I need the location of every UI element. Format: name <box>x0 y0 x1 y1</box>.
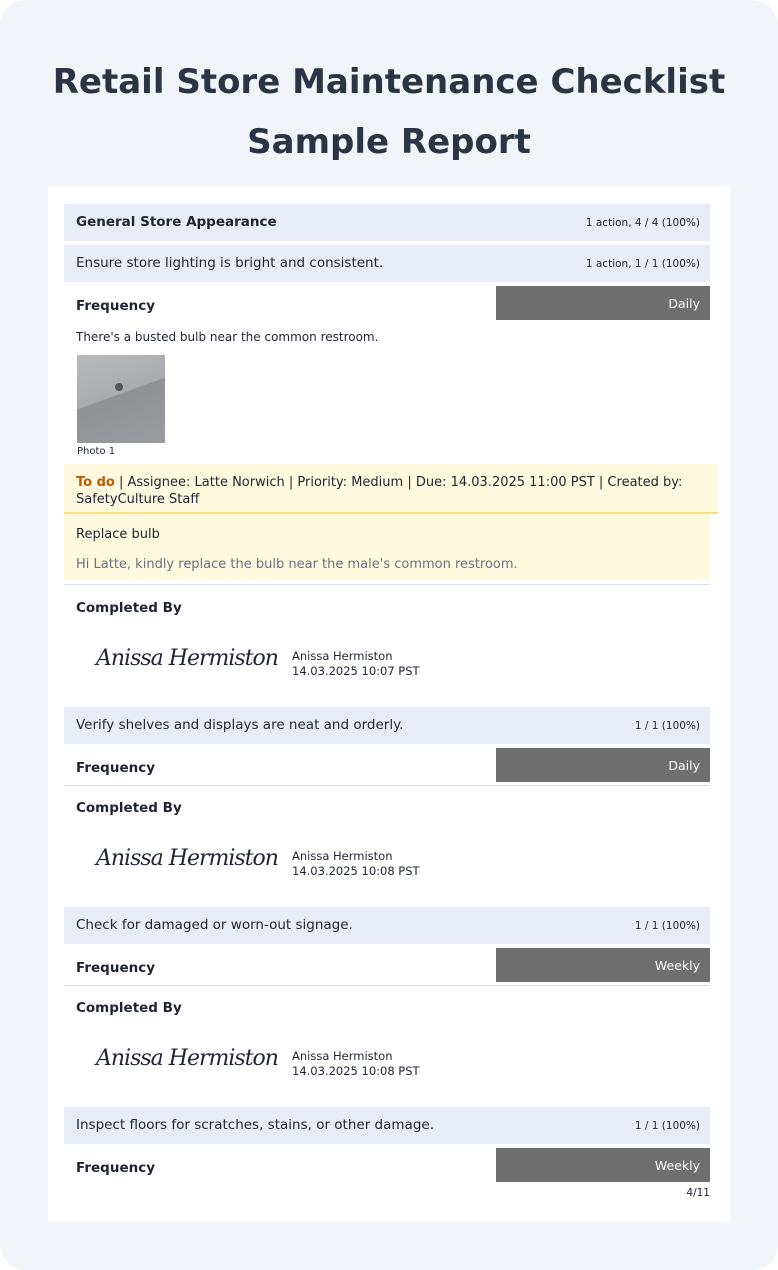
signer: Anissa Hermiston 14.03.2025 10:07 PST <box>292 649 420 678</box>
action-header[interactable]: To do | Assignee: Latte Norwich | Priority: Medium | Due: 14.03.2025 11:00 PST | Created by: SafetyCulture Staff <box>64 464 718 514</box>
signer: Anissa Hermiston 14.03.2025 10:08 PST <box>292 849 420 878</box>
completed-by-label: Completed By <box>76 800 182 816</box>
signature: Anissa Hermiston <box>96 846 278 871</box>
divider <box>64 985 710 986</box>
photo-caption: Photo 1 <box>77 446 116 457</box>
frequency-value: Daily <box>496 286 710 320</box>
report-page <box>48 186 730 1222</box>
action-body <box>64 514 710 580</box>
action-status: To do <box>76 475 115 490</box>
photo-thumbnail[interactable] <box>77 355 165 443</box>
page-number: 4/11 <box>686 1187 710 1199</box>
frequency-value: Daily <box>496 748 710 782</box>
frequency-label: Frequency <box>76 760 156 776</box>
completed-by-label: Completed By <box>76 600 182 616</box>
note: There's a busted bulb near the common restroom. <box>76 330 379 344</box>
action-title: Replace bulb <box>76 527 160 542</box>
question-row: Verify shelves and displays are neat and orderly. 1 / 1 (100%) <box>64 707 710 744</box>
action-description: Hi Latte, kindly replace the bulb near the male's common restroom. <box>76 557 518 572</box>
frequency-value: Weekly <box>496 1148 710 1182</box>
divider <box>64 584 710 585</box>
frequency-label: Frequency <box>76 298 156 314</box>
question-row: Check for damaged or worn-out signage. 1 / 1 (100%) <box>64 907 710 944</box>
frequency-label: Frequency <box>76 960 156 976</box>
section-header: General Store Appearance 1 action, 4 / 4 (100%) <box>64 204 710 241</box>
completed-by-label: Completed By <box>76 1000 182 1016</box>
report-title: Retail Store Maintenance Checklist Sample Report <box>52 62 726 162</box>
frequency-label: Frequency <box>76 1160 156 1176</box>
signature: Anissa Hermiston <box>96 1046 278 1071</box>
question-row: Inspect floors for scratches, stains, or other damage. 1 / 1 (100%) <box>64 1107 710 1144</box>
divider <box>64 785 710 786</box>
frequency-value: Weekly <box>496 948 710 982</box>
signer: Anissa Hermiston 14.03.2025 10:08 PST <box>292 1049 420 1078</box>
signature: Anissa Hermiston <box>96 646 278 671</box>
question-row: Ensure store lighting is bright and consistent. 1 action, 1 / 1 (100%) <box>64 245 710 282</box>
